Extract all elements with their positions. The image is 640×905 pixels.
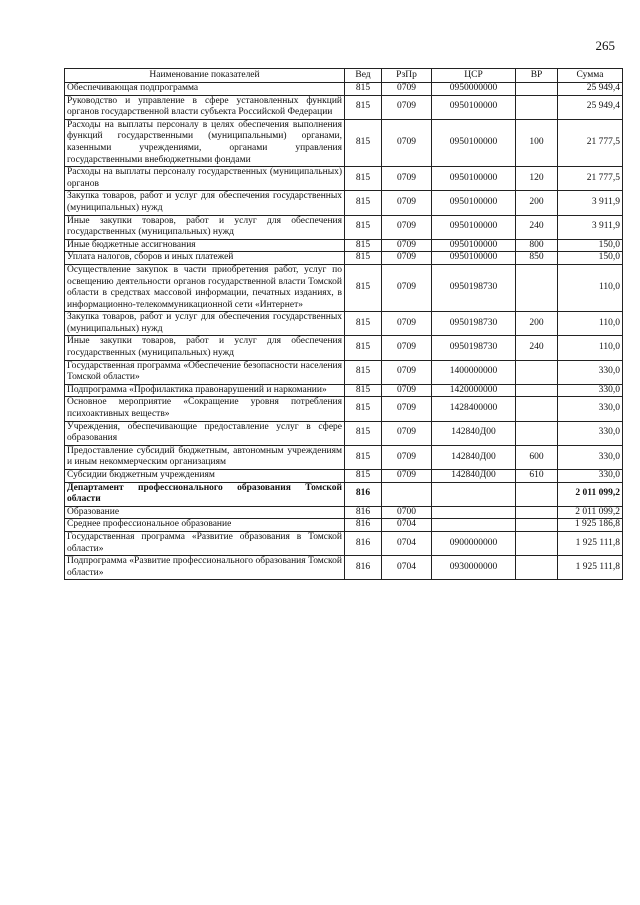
table-row <box>65 95 623 119</box>
cell-rzpr: 0709 <box>382 252 432 265</box>
cell-sum: 3 911,9 <box>558 215 623 239</box>
cell-csr: 0900000000 <box>432 531 516 555</box>
cell-ved: 815 <box>345 445 382 469</box>
cell-ved: 815 <box>345 397 382 421</box>
cell-name: Иные бюджетные ассигнования <box>65 239 345 252</box>
cell-csr: 0950100000 <box>432 119 516 166</box>
cell-ved: 815 <box>345 215 382 239</box>
cell-sum: 330,0 <box>558 360 623 384</box>
cell-rzpr: 0709 <box>382 312 432 336</box>
cell-rzpr: 0709 <box>382 397 432 421</box>
cell-rzpr: 0709 <box>382 470 432 483</box>
cell-csr <box>432 519 516 532</box>
cell-sum: 330,0 <box>558 397 623 421</box>
table-row <box>65 445 623 469</box>
cell-vr <box>516 482 558 506</box>
cell-sum: 1 925 111,8 <box>558 531 623 555</box>
cell-sum: 330,0 <box>558 421 623 445</box>
table-row <box>65 482 623 506</box>
cell-sum: 330,0 <box>558 445 623 469</box>
cell-rzpr: 0704 <box>382 556 432 580</box>
cell-vr <box>516 95 558 119</box>
cell-sum: 25 949,4 <box>558 83 623 96</box>
cell-ved: 816 <box>345 556 382 580</box>
cell-rzpr: 0709 <box>382 264 432 311</box>
table-row <box>65 83 623 96</box>
cell-name: Обеспечивающая подпрограмма <box>65 83 345 96</box>
cell-csr: 0950100000 <box>432 191 516 215</box>
cell-sum: 110,0 <box>558 312 623 336</box>
table-row <box>65 360 623 384</box>
cell-vr <box>516 519 558 532</box>
cell-vr: 120 <box>516 167 558 191</box>
cell-ved: 815 <box>345 336 382 360</box>
cell-ved: 815 <box>345 252 382 265</box>
cell-name: Осуществление закупок в части приобретения работ, услуг по освещению деятельности органов государственной власти Томской области в средствах массовой информации, печатных изданиях, в информационно-телекоммуникационной сети «Интернет» <box>65 264 345 311</box>
cell-rzpr: 0709 <box>382 239 432 252</box>
cell-rzpr: 0709 <box>382 445 432 469</box>
cell-name: Уплата налогов, сборов и иных платежей <box>65 252 345 265</box>
cell-vr <box>516 531 558 555</box>
cell-ved: 815 <box>345 95 382 119</box>
cell-sum: 1 925 186,8 <box>558 519 623 532</box>
cell-name: Государственная программа «Обеспечение безопасности населения Томской области» <box>65 360 345 384</box>
cell-vr: 240 <box>516 215 558 239</box>
cell-name: Субсидии бюджетным учреждениям <box>65 470 345 483</box>
cell-sum: 330,0 <box>558 384 623 397</box>
table-row <box>65 215 623 239</box>
cell-rzpr: 0709 <box>382 191 432 215</box>
cell-csr: 0950000000 <box>432 83 516 96</box>
cell-name: Закупка товаров, работ и услуг для обеспечения государственных (муниципальных) нужд <box>65 191 345 215</box>
table-row <box>65 239 623 252</box>
cell-rzpr: 0709 <box>382 215 432 239</box>
cell-rzpr: 0709 <box>382 83 432 96</box>
cell-ved: 815 <box>345 119 382 166</box>
cell-vr <box>516 384 558 397</box>
cell-name: Расходы на выплаты персоналу государственных (муниципальных) органов <box>65 167 345 191</box>
cell-csr: 1420000000 <box>432 384 516 397</box>
cell-ved: 815 <box>345 264 382 311</box>
table-row <box>65 556 623 580</box>
cell-vr <box>516 421 558 445</box>
cell-csr <box>432 506 516 519</box>
cell-sum: 150,0 <box>558 252 623 265</box>
table-row <box>65 421 623 445</box>
cell-sum: 2 011 099,2 <box>558 482 623 506</box>
cell-ved: 815 <box>345 421 382 445</box>
cell-sum: 2 011 099,2 <box>558 506 623 519</box>
cell-rzpr: 0709 <box>382 336 432 360</box>
cell-sum: 330,0 <box>558 470 623 483</box>
cell-name: Закупка товаров, работ и услуг для обеспечения государственных (муниципальных) нужд <box>65 312 345 336</box>
cell-vr: 240 <box>516 336 558 360</box>
cell-csr: 142840Д00 <box>432 470 516 483</box>
cell-vr <box>516 264 558 311</box>
table-body <box>65 83 623 580</box>
page-number: 265 <box>595 38 615 53</box>
cell-sum: 21 777,5 <box>558 167 623 191</box>
cell-vr: 100 <box>516 119 558 166</box>
cell-csr: 0950198730 <box>432 312 516 336</box>
cell-ved: 816 <box>345 482 382 506</box>
cell-name: Среднее профессиональное образование <box>65 519 345 532</box>
cell-vr <box>516 506 558 519</box>
table-row <box>65 252 623 265</box>
table-row <box>65 531 623 555</box>
table-row <box>65 191 623 215</box>
cell-sum: 3 911,9 <box>558 191 623 215</box>
cell-ved: 815 <box>345 167 382 191</box>
cell-vr: 610 <box>516 470 558 483</box>
cell-vr: 600 <box>516 445 558 469</box>
cell-name: Руководство и управление в сфере установленных функций органов государственной власти субъекта Российской Федерации <box>65 95 345 119</box>
cell-name: Предоставление субсидий бюджетным, автономным учреждениям и иным некоммерческим организациям <box>65 445 345 469</box>
cell-name: Подпрограмма «Профилактика правонарушений и наркомании» <box>65 384 345 397</box>
cell-ved: 816 <box>345 506 382 519</box>
cell-csr: 142840Д00 <box>432 421 516 445</box>
cell-rzpr <box>382 482 432 506</box>
cell-csr: 0950100000 <box>432 95 516 119</box>
cell-vr <box>516 556 558 580</box>
cell-name: Государственная программа «Развитие образования в Томской области» <box>65 531 345 555</box>
table-row <box>65 384 623 397</box>
cell-csr: 142840Д00 <box>432 445 516 469</box>
cell-vr <box>516 360 558 384</box>
cell-csr: 1428400000 <box>432 397 516 421</box>
cell-csr: 0950100000 <box>432 239 516 252</box>
header-sum: Сумма <box>558 69 623 83</box>
cell-name: Иные закупки товаров, работ и услуг для обеспечения государственных (муниципальных) нужд <box>65 336 345 360</box>
table-row <box>65 167 623 191</box>
cell-vr: 200 <box>516 312 558 336</box>
cell-name: Учреждения, обеспечивающие предоставление услуг в сфере образования <box>65 421 345 445</box>
cell-csr: 1400000000 <box>432 360 516 384</box>
cell-rzpr: 0709 <box>382 384 432 397</box>
header-vr: ВР <box>516 69 558 83</box>
cell-sum: 150,0 <box>558 239 623 252</box>
cell-ved: 816 <box>345 531 382 555</box>
cell-csr: 0950198730 <box>432 264 516 311</box>
cell-name: Департамент профессионального образования Томской области <box>65 482 345 506</box>
cell-ved: 815 <box>345 312 382 336</box>
table-row <box>65 519 623 532</box>
cell-ved: 815 <box>345 360 382 384</box>
cell-csr: 0950198730 <box>432 336 516 360</box>
table-header-row <box>65 69 623 83</box>
table-row <box>65 312 623 336</box>
cell-rzpr: 0704 <box>382 531 432 555</box>
cell-name: Образование <box>65 506 345 519</box>
header-name: Наименование показателей <box>65 69 345 83</box>
cell-ved: 815 <box>345 191 382 215</box>
cell-rzpr: 0709 <box>382 360 432 384</box>
cell-name: Подпрограмма «Развитие профессионального образования Томской области» <box>65 556 345 580</box>
cell-ved: 815 <box>345 83 382 96</box>
cell-rzpr: 0700 <box>382 506 432 519</box>
cell-sum: 21 777,5 <box>558 119 623 166</box>
cell-ved: 815 <box>345 239 382 252</box>
cell-rzpr: 0709 <box>382 119 432 166</box>
cell-rzpr: 0709 <box>382 167 432 191</box>
cell-vr <box>516 83 558 96</box>
budget-table <box>64 68 623 580</box>
cell-rzpr: 0709 <box>382 95 432 119</box>
cell-vr: 850 <box>516 252 558 265</box>
cell-csr <box>432 482 516 506</box>
cell-rzpr: 0709 <box>382 421 432 445</box>
cell-vr: 800 <box>516 239 558 252</box>
cell-ved: 816 <box>345 519 382 532</box>
cell-rzpr: 0704 <box>382 519 432 532</box>
header-ved: Вед <box>345 69 382 83</box>
header-rzpr: РзПр <box>382 69 432 83</box>
cell-ved: 815 <box>345 470 382 483</box>
cell-csr: 0950100000 <box>432 252 516 265</box>
cell-csr: 0950100000 <box>432 215 516 239</box>
cell-vr <box>516 397 558 421</box>
cell-csr: 0950100000 <box>432 167 516 191</box>
cell-sum: 25 949,4 <box>558 95 623 119</box>
table-row <box>65 506 623 519</box>
cell-name: Иные закупки товаров, работ и услуг для обеспечения государственных (муниципальных) нужд <box>65 215 345 239</box>
cell-vr: 200 <box>516 191 558 215</box>
header-csr: ЦСР <box>432 69 516 83</box>
cell-ved: 815 <box>345 384 382 397</box>
cell-sum: 110,0 <box>558 264 623 311</box>
table-row <box>65 336 623 360</box>
cell-name: Расходы на выплаты персоналу в целях обеспечения выполнения функций государственными (муниципальными) органами, казенными учреждениями, органами управления государственными внебюджетными фондами <box>65 119 345 166</box>
table-row <box>65 119 623 166</box>
cell-sum: 1 925 111,8 <box>558 556 623 580</box>
cell-csr: 0930000000 <box>432 556 516 580</box>
table-row <box>65 264 623 311</box>
table-row <box>65 397 623 421</box>
cell-sum: 110,0 <box>558 336 623 360</box>
table-row <box>65 470 623 483</box>
cell-name: Основное мероприятие «Сокращение уровня потребления психоактивных веществ» <box>65 397 345 421</box>
